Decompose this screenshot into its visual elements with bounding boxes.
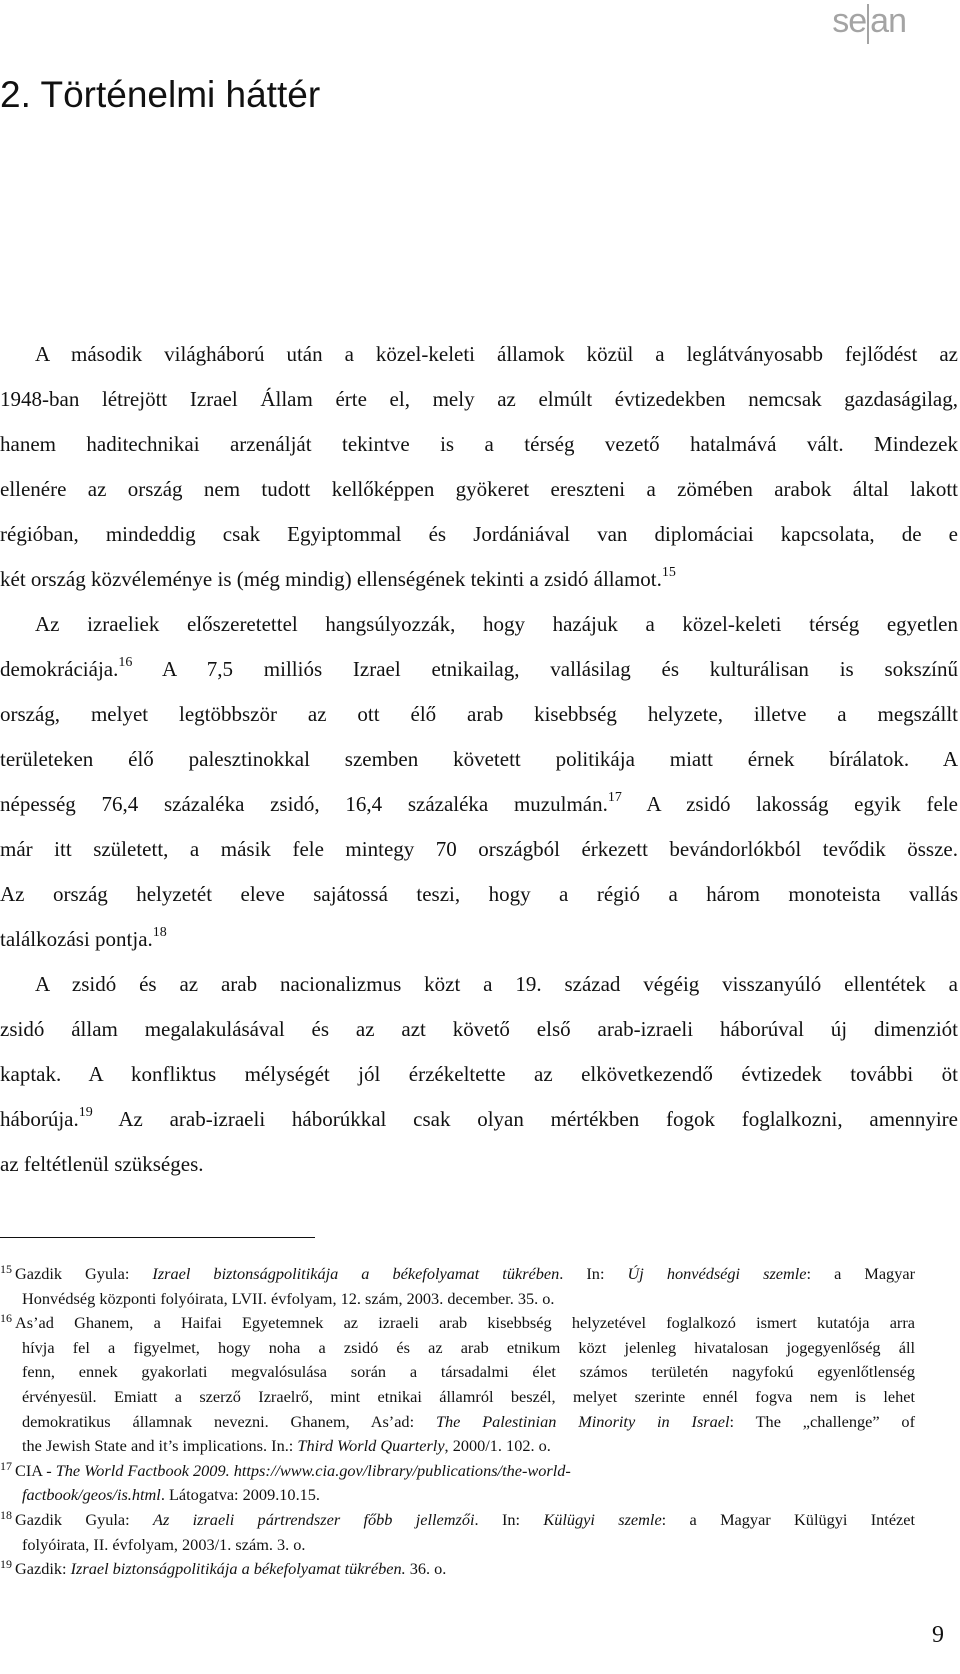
line-text: A zsidó lakosság egyik fele	[621, 792, 958, 816]
footnote-number: 17	[0, 1458, 12, 1473]
footnote-ref-15: 15	[661, 565, 676, 580]
footnote-text: Gazdik Gyula:	[15, 1264, 153, 1283]
footnote-number: 15	[0, 1262, 12, 1276]
footnote-16	[0, 1311, 915, 1336]
footnote-15	[0, 1262, 915, 1287]
footnote-title: The Palestinian Minority in Israel	[435, 1411, 730, 1431]
footnote-16-cont: hívja fel a figyelmet, hogy noha a zsidó és az arab etnikum közt jelenleg hivatalosan jogegyenlőség áll	[22, 1337, 915, 1357]
line-text: népesség 76,4 százaléka zsidó, 16,4 százaléka muzulmán.	[0, 792, 608, 816]
footnote-number: 19	[0, 1557, 12, 1572]
text-line	[0, 917, 958, 962]
footnote-title: Izrael biztonságpolitikája a békefolyamat tükrében	[152, 1264, 560, 1283]
footnote-19	[0, 1557, 915, 1582]
footnote-18	[0, 1508, 915, 1533]
selan-logo	[832, 2, 906, 44]
text-line: kaptak. A konfliktus mélységét jól érzékeltette az elkövetkezendő évtizedek további öt	[0, 1062, 958, 1086]
footnote-text: : The „challenge” of	[729, 1411, 915, 1431]
footnote-text: CIA -	[15, 1460, 56, 1480]
text-line	[0, 782, 958, 827]
footnote-ref-17: 17	[607, 790, 622, 805]
footnote-text: 36. o.	[405, 1559, 447, 1579]
footnote-text: . In:	[559, 1264, 628, 1283]
footnote-ref-16: 16	[118, 655, 133, 670]
logo-text-1: se	[832, 2, 867, 40]
footnote-16-cont: érvényesül. Emiatt a szerző Izraelrő, mint etnikai államról beszél, melyet szerinte ennél fogva nem is lehet	[22, 1386, 915, 1406]
footnote-text: Gazdik Gyula:	[15, 1509, 153, 1529]
line-text: A 7,5 milliós Izrael etnikailag, vallásilag és kulturálisan is sokszínű	[132, 657, 958, 681]
footnote-separator	[0, 1237, 315, 1238]
footnote-journal: Third World Quarterly	[297, 1436, 445, 1456]
footnote-title: Az izraeli pártrendszer főbb jellemzői	[153, 1509, 475, 1529]
logo-text-2: an	[870, 2, 906, 40]
footnote-text: . Látogatva: 2009.10.15.	[160, 1485, 320, 1505]
footnote-text: As’ad Ghanem, a Haifai Egyetemnek az izraeli arab kisebbség helyzetével foglalkozó ismert kutatója arra	[15, 1313, 915, 1333]
page-number: 9	[932, 1622, 944, 1648]
footnote-16-cont: fenn, ennek gyakorlati megvalósulása során a társadalmi élet számos területén nagyfokú egyenlőtlenség	[22, 1362, 915, 1382]
footnote-17	[0, 1459, 915, 1484]
footnote-title: Izrael biztonságpolitikája a békefolyamat tükrében.	[70, 1559, 406, 1579]
footnote-text: : a Magyar	[806, 1264, 915, 1283]
line-text: két ország közvéleménye is (még mindig) ellenségének tekinti a zsidó államot.	[0, 567, 662, 591]
footnote-text: Gazdik:	[15, 1559, 71, 1579]
footnote-text: demokratikus államnak nevezni. Ghanem, As’ad:	[22, 1411, 436, 1431]
text-line: 1948-ban létrejött Izrael Állam érte el, mely az elmúlt évtizedekben nemcsak gazdaságilag,	[0, 387, 958, 411]
line-text: találkozási pontja.	[0, 927, 153, 951]
logo-bar	[867, 4, 869, 44]
footnotes	[0, 1262, 915, 1582]
text-line: régióban, mindeddig csak Egyiptommal és Jordániával van diplomáciai kapcsolata, de e	[0, 522, 958, 546]
footnote-journal: Külügyi szemle	[543, 1509, 662, 1529]
footnote-ref-19: 19	[78, 1105, 93, 1120]
text-line: hanem haditechnikai arzenálját tekintve is a térség vezető hatalmává vált. Mindezek	[0, 432, 958, 456]
text-line	[0, 557, 958, 602]
footnote-number: 18	[0, 1507, 12, 1522]
footnote-17-cont	[0, 1483, 915, 1508]
line-text: Az arab-izraeli háborúkkal csak olyan mértékben fogok foglalkozni, amennyire	[92, 1107, 958, 1131]
footnote-text: : a Magyar Külügyi Intézet	[661, 1509, 916, 1529]
line-text: háborúja.	[0, 1107, 79, 1131]
text-line: A második világháború után a közel-keleti államok közül a leglátványosabb fejlődést az	[35, 342, 958, 366]
footnote-title: The World Factbook 2009. https://www.cia.gov/library/publications/the-world-	[55, 1460, 571, 1480]
text-line: már itt született, a másik fele mintegy 70 országból érkezett bevándorlókból tevődik össze.	[0, 837, 958, 861]
footnote-18-cont: folyóirata, II. évfolyam, 2003/1. szám. 3. o.	[22, 1534, 306, 1554]
text-line: az feltétlenül szükséges.	[0, 1152, 204, 1176]
text-line: Az izraeliek előszeretettel hangsúlyozzák, hogy hazájuk a közel-keleti térség egyetlen	[35, 612, 958, 636]
main-text	[0, 332, 958, 1187]
text-line: zsidó állam megalakulásával és az azt követő első arab-izraeli háborúval új dimenziót	[0, 1017, 958, 1041]
text-line: területeken élő palesztinokkal szemben követett politikája miatt érnek bírálatok. A	[0, 747, 958, 771]
text-line: Az ország helyzetét eleve sajátossá teszi, hogy a régió a három monoteista vallás	[0, 882, 958, 906]
footnote-number: 16	[0, 1311, 12, 1326]
text-line: ország, melyet legtöbbször az ott élő arab kisebbség helyzete, illetve a megszállt	[0, 702, 958, 726]
footnote-16-cont	[0, 1434, 915, 1459]
footnote-15-cont: Honvédség központi folyóirata, LVII. évfolyam, 12. szám, 2003. december. 35. o.	[22, 1288, 555, 1308]
footnote-journal: Új honvédségi szemle	[627, 1264, 807, 1283]
text-line	[0, 1097, 958, 1142]
footnote-ref-18: 18	[152, 925, 167, 940]
footnote-text: , 2000/1. 102. o.	[444, 1436, 551, 1456]
text-line: A zsidó és az arab nacionalizmus közt a 19. század végéig visszanyúló ellentétek a	[35, 972, 958, 996]
chapter-heading: 2. Történelmi háttér	[0, 74, 321, 115]
footnote-text: . In:	[474, 1509, 544, 1529]
line-text: demokráciája.	[0, 657, 119, 681]
text-line: ellenére az ország nem tudott kellőképpen gyökeret ereszteni a zömében arabok által lakott	[0, 477, 958, 501]
footnote-16-cont	[0, 1410, 915, 1435]
text-line	[0, 647, 958, 692]
footnote-text: the Jewish State and it’s implications. In.:	[22, 1436, 298, 1456]
footnote-url: factbook/geos/is.html	[22, 1485, 161, 1505]
